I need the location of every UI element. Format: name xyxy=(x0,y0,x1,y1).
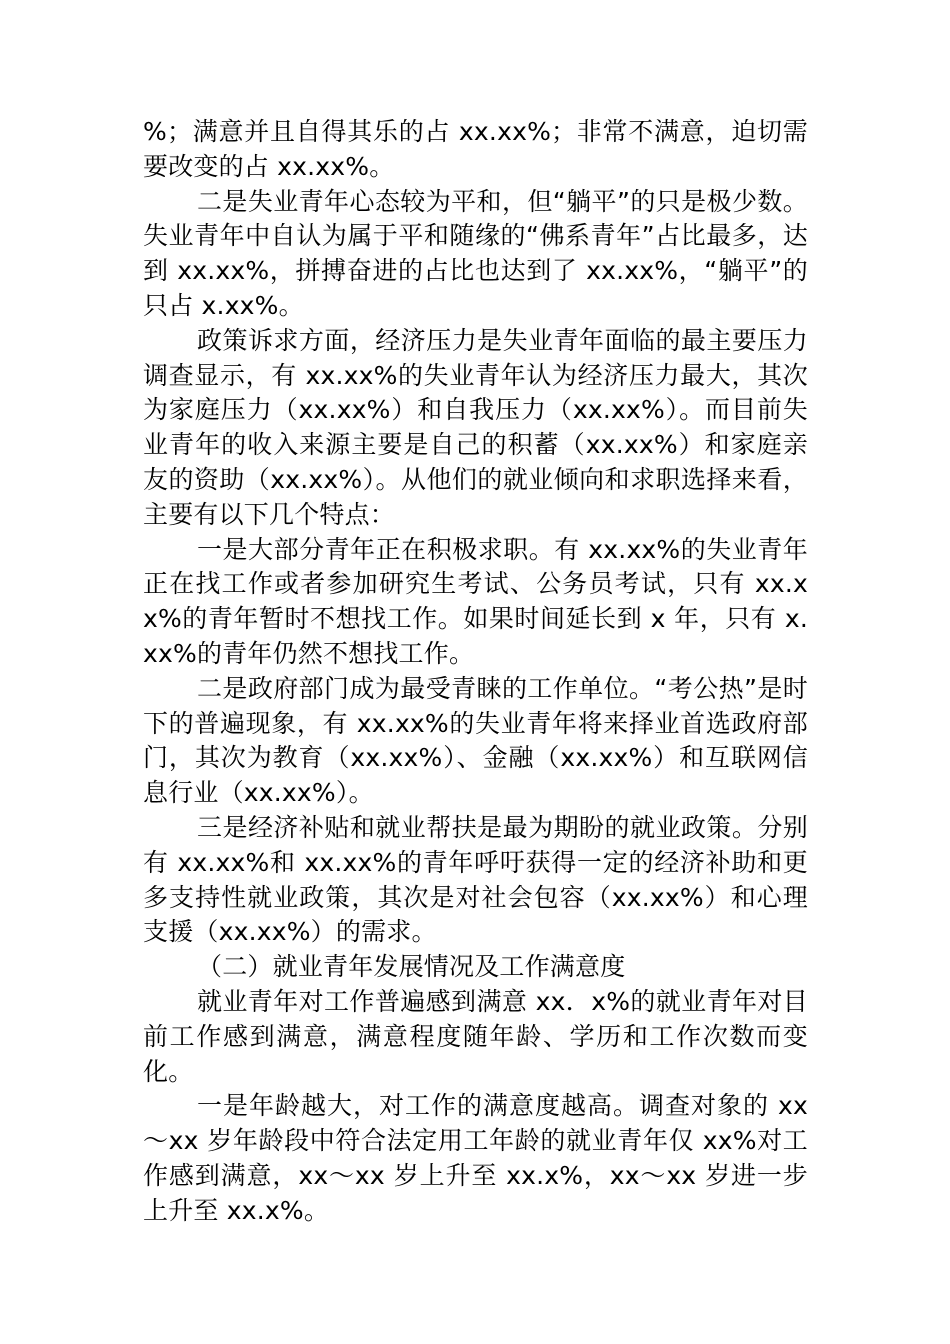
paragraph-7: 就业青年对工作普遍感到满意 xx．x%的就业青年对目前工作感到满意，满意程度随年龄、学历和工作次数而变化。 xyxy=(143,986,808,1086)
paragraph-6: 三是经济补贴和就业帮扶是最为期盼的就业政策。分别有 xx.xx%和 xx.xx%的青年呼吁获得一定的经济补助和更多支持性就业政策，其次是对社会包容（xx.xx%）和心理支援（xx.xx%）的需求。 xyxy=(143,812,808,947)
document-page xyxy=(143,115,808,1229)
paragraph-8: 一是年龄越大，对工作的满意度越高。调查对象的 xx～xx 岁年龄段中符合法定用工年龄的就业青年仅 xx%对工作感到满意，xx～xx 岁上升至 xx.x%，xx～xx 岁进一步上升至 xx.x%。 xyxy=(143,1091,808,1225)
paragraph-3: 政策诉求方面，经济压力是失业青年面临的最主要压力调查显示，有 xx.xx%的失业青年认为经济压力最大，其次为家庭压力（xx.xx%）和自我压力（xx.xx%）。而目前失业青年的收入来源主要是自己的积蓄（xx.xx%）和家庭亲友的资助（xx.xx%）。从他们的就业倾向和求职选择来看，主要有以下几个特点： xyxy=(143,325,808,529)
paragraph-1: %；满意并且自得其乐的占 xx.xx%；非常不满意，迫切需要改变的占 xx.xx%。 xyxy=(143,117,808,181)
paragraph-4: 一是大部分青年正在积极求职。有 xx.xx%的失业青年正在找工作或者参加研究生考试、公务员考试，只有 xx.xx%的青年暂时不想找工作。如果时间延长到 x 年，只有 x.xx%的青年仍然不想找工作。 xyxy=(143,534,808,668)
paragraph-2: 二是失业青年心态较为平和，但“躺平”的只是极少数。失业青年中自认为属于平和随缘的“佛系青年”占比最多，达到 xx.xx%，拼搏奋进的占比也达到了 xx.xx%，“躺平”的只占 x.xx%。 xyxy=(143,186,808,320)
section-heading: （二）就业青年发展情况及工作满意度 xyxy=(197,952,626,982)
paragraph-5: 二是政府部门成为最受青睐的工作单位。“考公热”是时下的普遍现象，有 xx.xx%的失业青年将来择业首选政府部门，其次为教育（xx.xx%）、金融（xx.xx%）和互联网信息行业（xx.xx%）。 xyxy=(143,673,808,808)
